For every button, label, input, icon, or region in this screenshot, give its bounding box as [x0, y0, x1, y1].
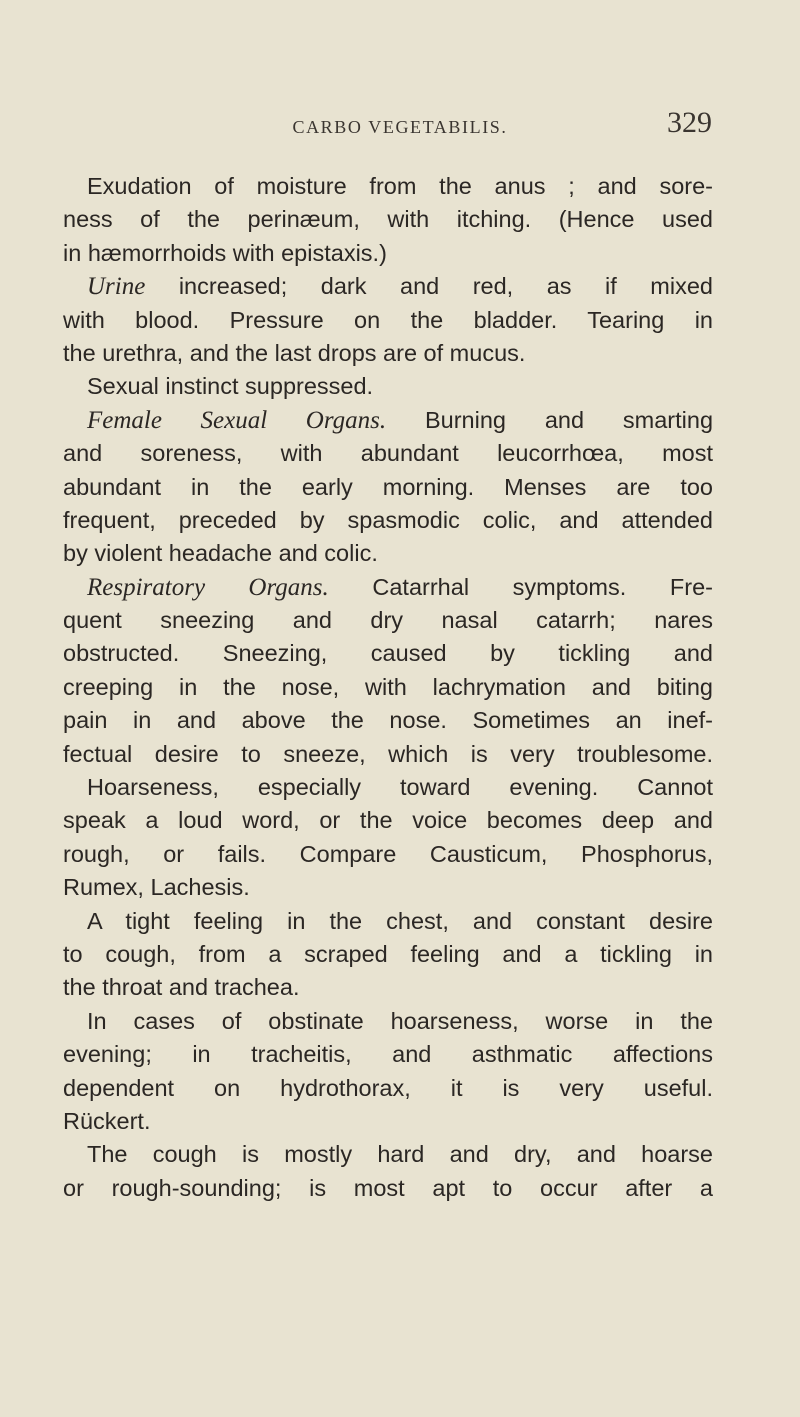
text-line: abundant in the early morning. Menses are too: [63, 473, 713, 500]
page-number: 329: [667, 106, 712, 139]
text-line: frequent, preceded by spasmodic colic, and attended: [63, 506, 713, 533]
text-line: dependent on hydrothorax, it is very useful.: [63, 1074, 713, 1101]
text-run: Catarrhal symptoms. Fre-: [328, 573, 713, 600]
text-line: [63, 404, 713, 437]
running-title: CARBO VEGETABILIS.: [292, 117, 508, 137]
text-line: speak a loud word, or the voice becomes deep and: [63, 807, 713, 834]
text-run: increased; dark and red, as if mixed: [145, 273, 713, 300]
text-line: the throat and trachea.: [63, 974, 300, 1001]
text-line: with blood. Pressure on the bladder. Tearing in: [63, 306, 713, 333]
text-line: evening; in tracheitis, and asthmatic affections: [63, 1041, 713, 1068]
text-line: Hoarseness, especially toward evening. Cannot: [87, 774, 713, 801]
text-line: Rumex, Lachesis.: [63, 874, 250, 901]
text-line: Sexual instinct suppressed.: [87, 373, 374, 400]
text-line: Exudation of moisture from the anus ; and sore-: [87, 173, 713, 199]
text-line: [63, 571, 713, 604]
italic-heading: Urine: [87, 273, 146, 301]
text-line: or rough-sounding; is most apt to occur after a: [63, 1174, 713, 1201]
text-line: Rückert.: [63, 1107, 151, 1134]
text-line: fectual desire to sneeze, which is very troublesome.: [63, 740, 713, 767]
text-line: ness of the perinæum, with itching. (Hence used: [63, 206, 713, 233]
text-line: creeping in the nose, with lachrymation and biting: [63, 673, 713, 700]
text-line: rough, or fails. Compare Causticum, Phosphorus,: [63, 840, 713, 867]
text-run: Burning and smarting: [386, 406, 714, 433]
text-line: and soreness, with abundant leucorrhœa, most: [63, 440, 713, 467]
text-line: The cough is mostly hard and dry, and hoarse: [87, 1141, 713, 1168]
text-line: obstructed. Sneezing, caused by tickling and: [63, 640, 713, 667]
italic-heading: Respiratory Organs.: [87, 573, 329, 601]
text-line: quent sneezing and dry nasal catarrh; nares: [63, 607, 713, 634]
text-line: by violent headache and colic.: [63, 540, 378, 567]
text-line: to cough, from a scraped feeling and a tickling in: [63, 940, 713, 967]
text-line: A tight feeling in the chest, and constant desire: [87, 907, 713, 934]
text-line: In cases of obstinate hoarseness, worse in the: [87, 1007, 713, 1034]
text-line: in hæmorrhoids with epistaxis.): [63, 239, 387, 266]
text-line: [63, 270, 713, 303]
text-line: the urethra, and the last drops are of mucus.: [63, 339, 526, 366]
text-line: pain in and above the nose. Sometimes an inef-: [63, 707, 713, 734]
body-text: [63, 170, 713, 1205]
italic-heading: Female Sexual Organs.: [87, 406, 387, 434]
page-header: [0, 103, 800, 163]
